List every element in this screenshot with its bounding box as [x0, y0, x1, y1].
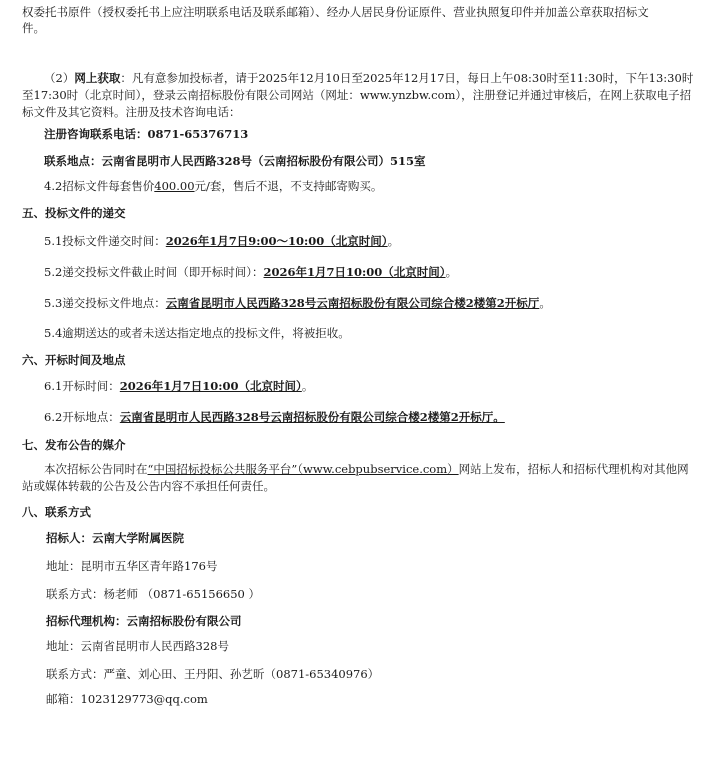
section6-item-2: 6.2开标地点：云南省昆明市人民西路328号云南招标股份有限公司综合楼2楼第2开标厅。 — [44, 410, 505, 424]
online-text: ：凡有意参加投标者，请于2025年12月10日至2025年12月17日，每日上午08:30时至11:30时，下午13:30时至17:30时（北京时间），登录云南招标股份有限公司网站（网址：www.ynzbw.com），注册登记并通过审核后，在网上获取电子招标文件及其它资料。注册及技术咨询电话： — [22, 71, 694, 119]
deadline-time: 2026年1月7日10:00（北京时间） — [263, 265, 446, 279]
price-value: 400.00 — [154, 179, 195, 193]
agency-email: 邮箱：1023129773@qq.com — [46, 692, 208, 706]
agency-contact: 联系方式：严童、刘心田、王丹阳、孙艺昕（0871-65340976） — [46, 667, 380, 681]
opening-location: 云南省昆明市人民西路328号云南招标股份有限公司综合楼2楼第2开标厅。 — [119, 410, 505, 424]
opening-time: 2026年1月7日10:00（北京时间） — [119, 379, 302, 393]
section5-item-1: 5.1投标文件递交时间：2026年1月7日9:00～10:00（北京时间）。 — [44, 234, 400, 248]
price-line — [44, 178, 382, 194]
tenderer-contact: 联系方式：杨老师 （0871-65156650 ） — [46, 587, 260, 601]
online-label: （2） — [44, 71, 75, 85]
section5-item-4: 5.4逾期送达的或者未送达指定地点的投标文件，将被拒收。 — [44, 326, 350, 340]
tenderer-address: 地址：昆明市五华区青年路176号 — [46, 559, 218, 573]
section5-item-3: 5.3递交投标文件地点：云南省昆明市人民西路328号云南招标股份有限公司综合楼2楼第2开标厅。 — [44, 296, 551, 310]
online-bold: 网上获取 — [74, 71, 121, 85]
contact-address: 联系地点：云南省昆明市人民西路328号（云南招标股份有限公司）515室 — [44, 154, 426, 168]
tenderer-name: 招标人：云南大学附属医院 — [46, 531, 184, 545]
section5-item-2: 5.2递交投标文件截止时间（即开标时间）：2026年1月7日10:00（北京时间）。 — [44, 265, 458, 279]
submission-time: 2026年1月7日9:00～10:00（北京时间） — [165, 234, 388, 248]
price-pre: 4.2招标文件每套售价 — [44, 179, 155, 193]
section7-title: 七、发布公告的媒介 — [22, 438, 126, 452]
section6-title: 六、开标时间及地点 — [22, 353, 126, 367]
section8-title: 八、联系方式 — [22, 505, 91, 519]
agency-name: 招标代理机构：云南招标股份有限公司 — [46, 614, 242, 628]
section5-title: 五、投标文件的递交 — [22, 206, 126, 220]
price-post: 元/套，售后不退，不支持邮寄购买。 — [194, 179, 383, 193]
intro-line-1: 权委托书原件（授权委托书上应注明联系电话及联系邮箱）、经办人居民身份证原件、营业执照复印件并加盖公章获取招标文 — [22, 5, 649, 19]
media-link[interactable]: “中国招标投标公共服务平台”（www.cebpubservice.com） — [147, 462, 459, 476]
section7-paragraph: 本次招标公告同时在“中国招标投标公共服务平台”（www.cebpubservice.com）网站上发布，招标人和招标代理机构对其他网站或媒体转载的公告及公告内容不承担任何责任。 — [22, 462, 689, 493]
section6-item-1: 6.1开标时间：2026年1月7日10:00（北京时间）。 — [44, 379, 314, 393]
submission-location: 云南省昆明市人民西路328号云南招标股份有限公司综合楼2楼第2开标厅 — [165, 296, 540, 310]
registration-phone: 注册咨询联系电话：0871-65376713 — [44, 127, 249, 141]
online-paragraph — [22, 70, 698, 121]
agency-address: 地址：云南省昆明市人民西路328号 — [46, 639, 229, 653]
intro-line-2: 件。 — [22, 21, 45, 35]
